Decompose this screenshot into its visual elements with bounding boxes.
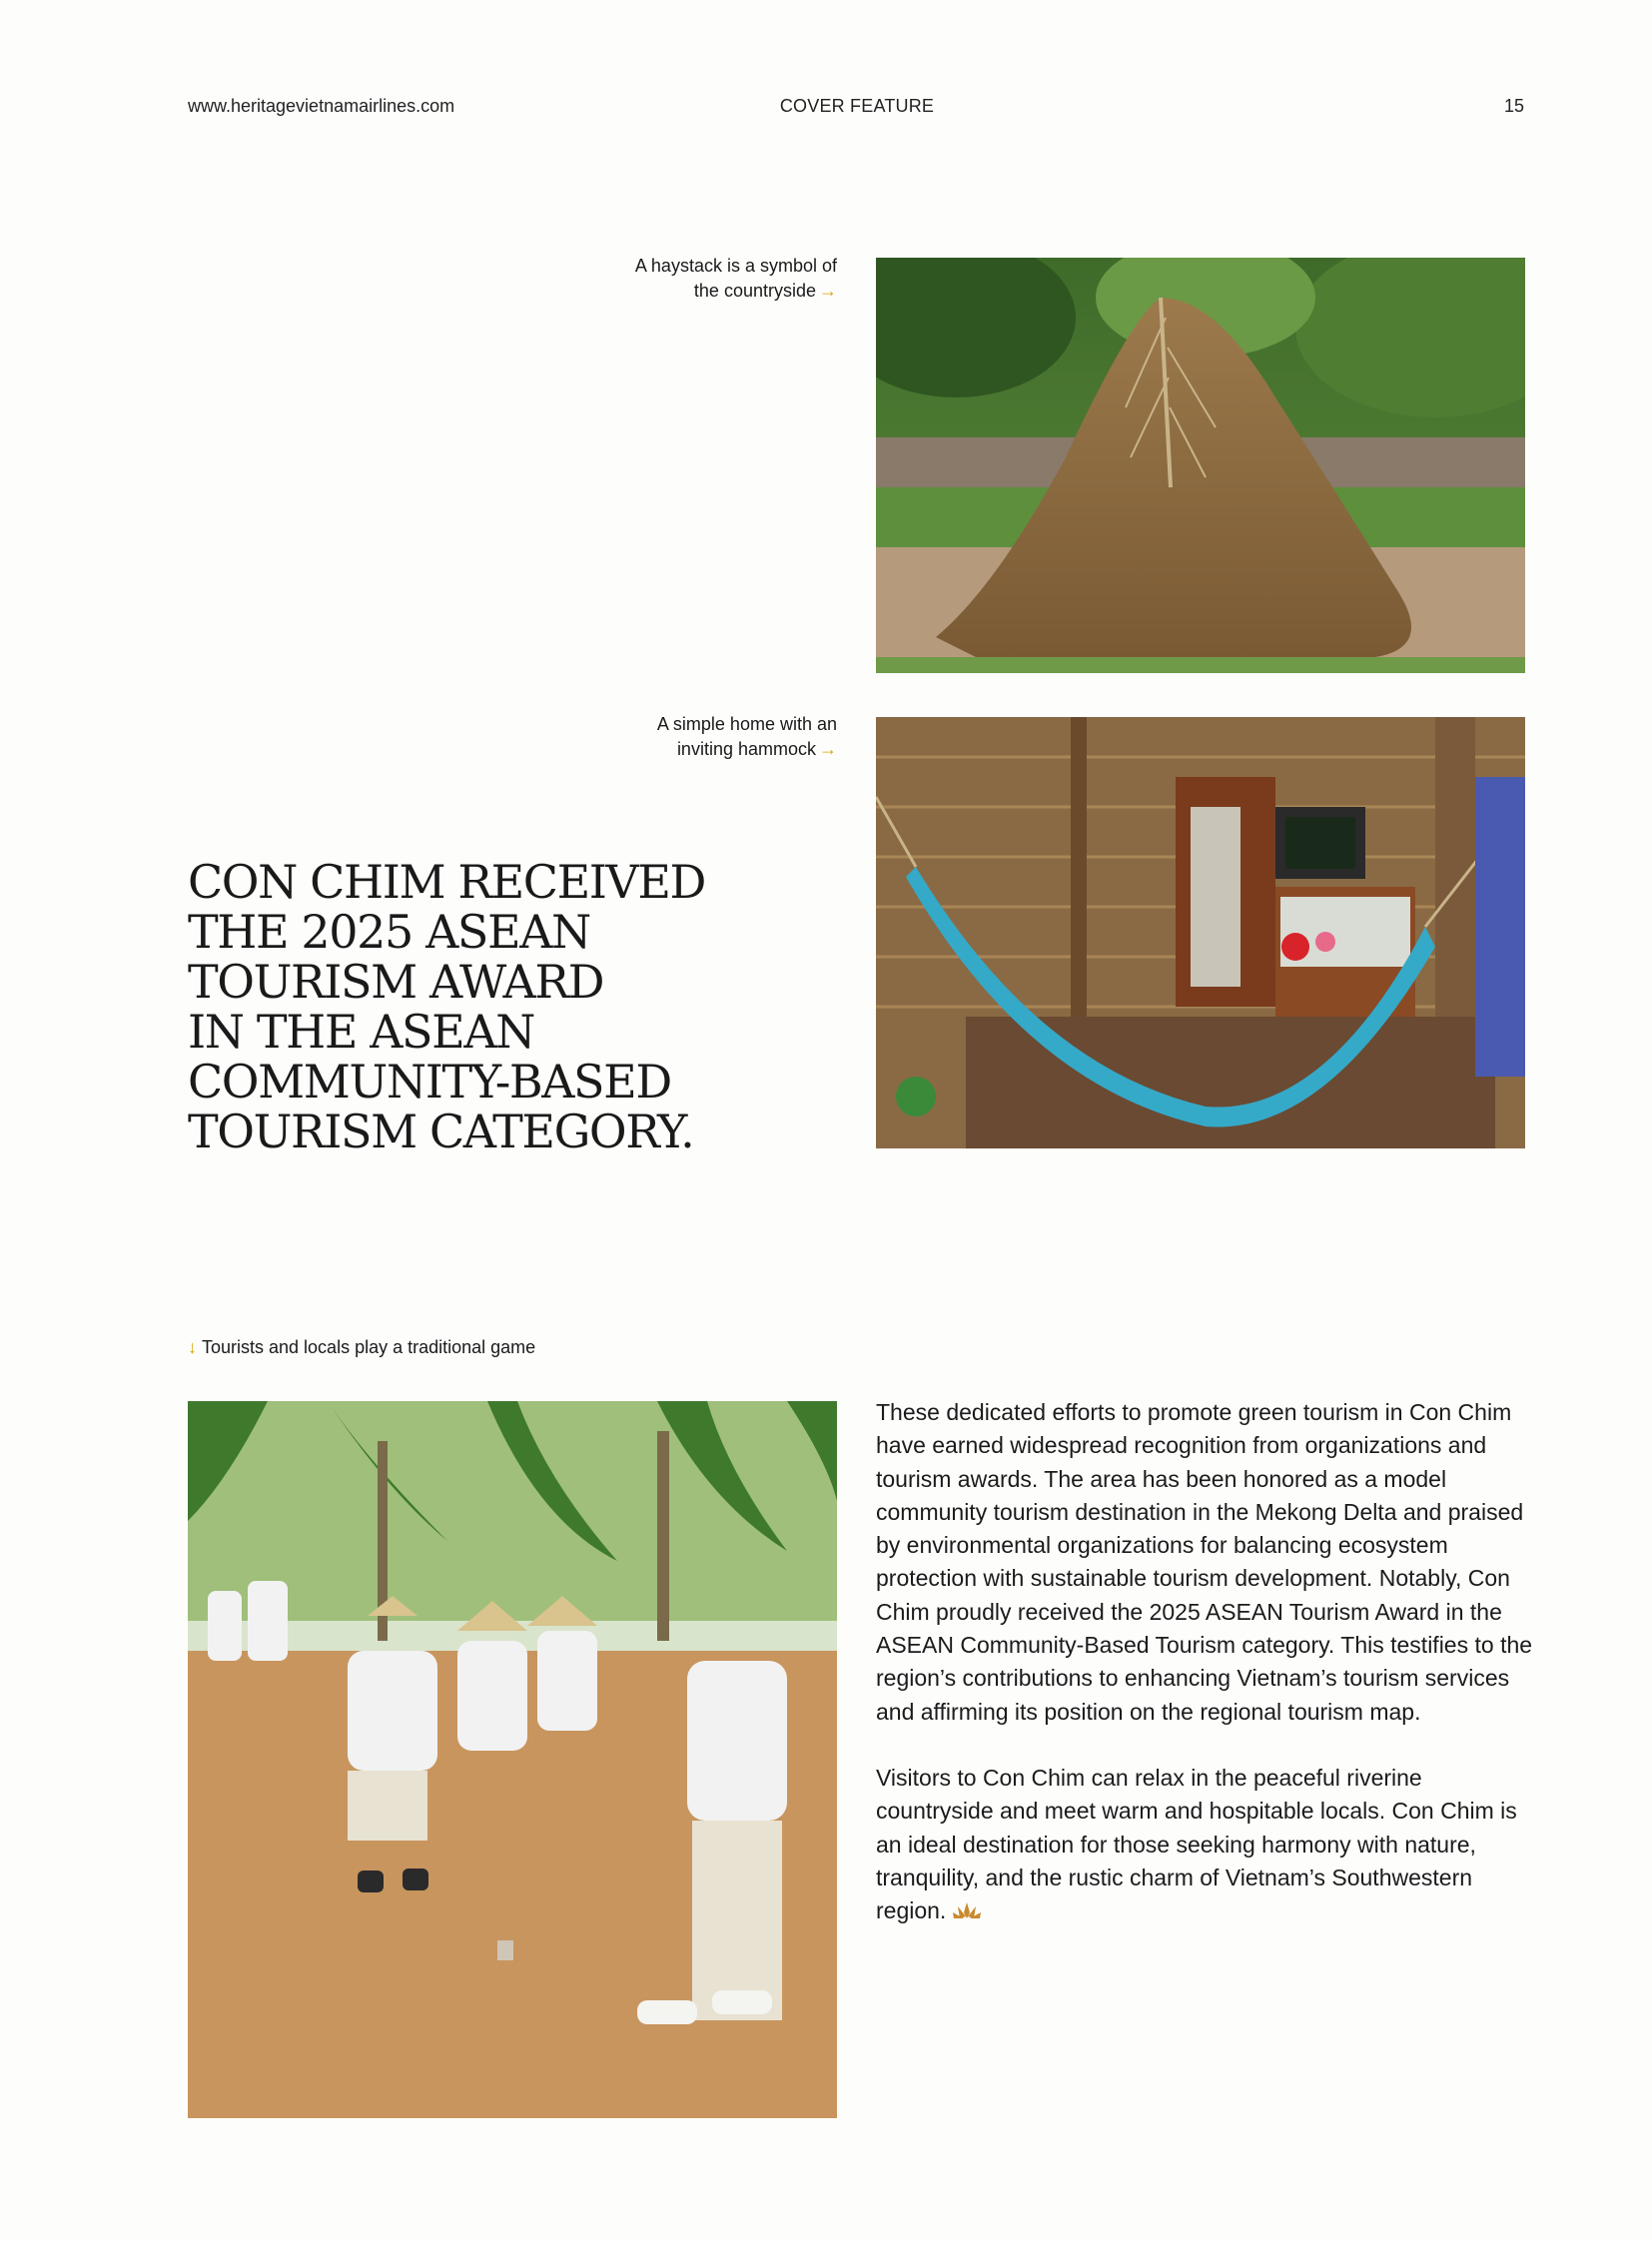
hammock-illustration [876, 717, 1525, 1148]
article-paragraph-2 [876, 1762, 1535, 1929]
article-body [876, 1396, 1535, 1962]
pull-quote-line: THE 2025 ASEAN [188, 905, 590, 959]
game-illustration [188, 1401, 837, 2118]
haystack-illustration [876, 258, 1525, 673]
caption-haystack-line1: A haystack is a symbol of [634, 256, 837, 276]
caption-haystack [635, 254, 837, 304]
pull-quote [188, 857, 707, 1156]
game-photo [188, 1401, 837, 2118]
arrow-right-icon: → [819, 281, 837, 301]
arrow-right-icon: → [819, 739, 837, 759]
caption-home [657, 712, 837, 762]
caption-game-text: Tourists and locals play a traditional game [202, 1337, 536, 1357]
website-url: www.heritagevietnamairlines.com [188, 96, 455, 116]
article-paragraph-2-text: Visitors to Con Chim can relax in the peaceful riverine countryside and meet warm and hospitable locals. Con Chim is an ideal destination for those seeking harmony with nature, tranquility, and the rustic charm of Vietnam’s Southwestern region. [876, 1764, 1517, 1924]
article-paragraph-1: These dedicated efforts to promote green tourism in Con Chim have earned widespread recognition from organizations and tourism awards. The area has been honored as a model community tourism destination in the Mekong Delta and praised by environmental organizations for balancing ecosystem protection with sustainable tourism development. Notably, Con Chim proudly received the 2025 ASEAN Tourism Award in the ASEAN Community-Based Tourism category. This testifies to the region’s contributions to enhancing Vietnam’s tourism services and affirming its position on the regional tourism map. [876, 1399, 1533, 1725]
page-number: 15 [1503, 96, 1524, 116]
pull-quote-line: TOURISM AWARD [188, 955, 604, 1009]
section-title: COVER FEATURE [779, 96, 935, 116]
caption-game [188, 1335, 535, 1360]
pull-quote-line: TOURISM CATEGORY. [188, 1105, 694, 1158]
pull-quote-line: IN THE ASEAN [188, 1005, 535, 1059]
caption-home-line1: A simple home with an [656, 714, 837, 734]
lotus-icon [952, 1896, 982, 1929]
caption-haystack-line2: the countryside [693, 281, 816, 301]
caption-home-line2: inviting hammock [676, 739, 816, 759]
arrow-down-icon: ↓ [188, 1337, 197, 1357]
pull-quote-line: COMMUNITY-BASED [188, 1055, 671, 1109]
hammock-photo [876, 717, 1525, 1148]
haystack-photo [876, 258, 1525, 673]
pull-quote-line: CON CHIM RECEIVED [188, 855, 706, 909]
